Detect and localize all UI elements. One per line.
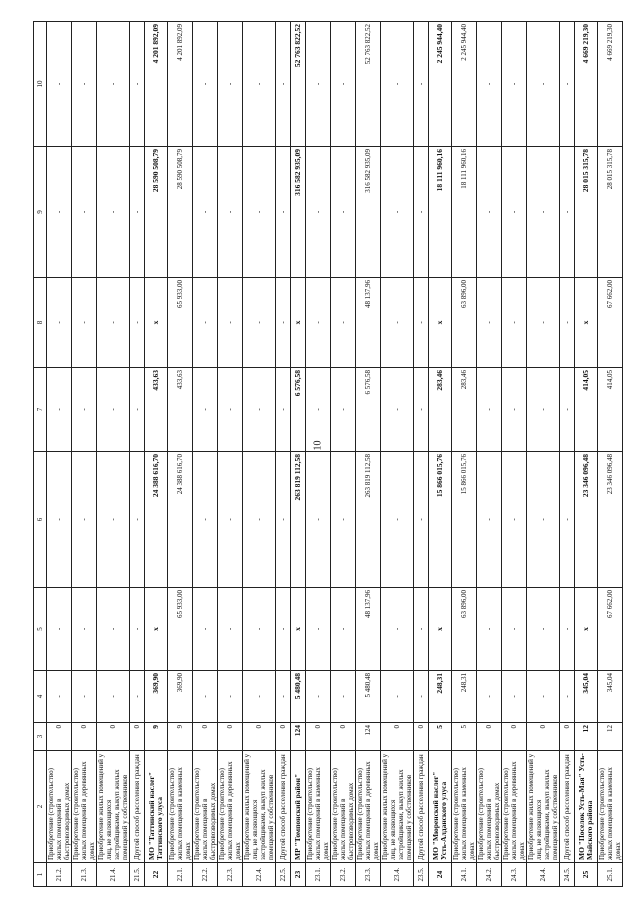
- table-body: [34, 22, 623, 887]
- row-number-cell: 22: [145, 863, 168, 887]
- table-row: [381, 22, 414, 887]
- price-per-sqm-new-cell: x: [145, 278, 168, 368]
- cost-cell: -: [527, 452, 560, 588]
- row-number-cell: 25: [575, 863, 598, 887]
- column-number: 4: [34, 671, 47, 723]
- cost-new-cell: -: [276, 147, 291, 278]
- area-cell: -: [560, 671, 575, 723]
- row-name-cell: Приобретение (строительство) жилых помещений в деревянных домах: [72, 751, 97, 863]
- price-per-sqm-cell: -: [414, 588, 429, 671]
- cost-difference-cell: 2 245 944,40: [429, 22, 452, 147]
- cost-difference-cell: -: [130, 22, 145, 147]
- apartments-count-cell: 0: [47, 723, 72, 751]
- price-per-sqm-new-cell: 63 896,00: [452, 278, 477, 368]
- cost-difference-cell: -: [243, 22, 276, 147]
- area-new-cell: -: [193, 368, 218, 452]
- area-new-cell: -: [130, 368, 145, 452]
- price-per-sqm-new-cell: -: [276, 278, 291, 368]
- price-per-sqm-cell: -: [243, 588, 276, 671]
- cost-cell: -: [243, 452, 276, 588]
- price-per-sqm-new-cell: -: [72, 278, 97, 368]
- area-cell: 369,90: [145, 671, 168, 723]
- apartments-count-cell: 124: [356, 723, 381, 751]
- rotated-table-area: [33, 22, 622, 887]
- cost-difference-cell: -: [47, 22, 72, 147]
- price-per-sqm-new-cell: -: [527, 278, 560, 368]
- price-per-sqm-cell: -: [306, 588, 331, 671]
- price-per-sqm-cell: 63 896,00: [452, 588, 477, 671]
- apartments-count-cell: 0: [243, 723, 276, 751]
- cost-difference-cell: -: [218, 22, 243, 147]
- row-number-cell: 23.3.: [356, 863, 381, 887]
- row-name-cell: МО "Таттинский наслег" Таттинского улуса: [145, 751, 168, 863]
- price-per-sqm-new-cell: -: [331, 278, 356, 368]
- area-new-cell: 414,05: [575, 368, 598, 452]
- price-per-sqm-new-cell: -: [97, 278, 130, 368]
- area-new-cell: -: [276, 368, 291, 452]
- cost-cell: 263 819 112,58: [291, 452, 306, 588]
- cost-new-cell: 28 590 508,79: [168, 147, 193, 278]
- price-per-sqm-new-cell: -: [218, 278, 243, 368]
- cost-new-cell: -: [331, 147, 356, 278]
- apartments-count-cell: 0: [527, 723, 560, 751]
- area-new-cell: -: [47, 368, 72, 452]
- table-row: [306, 22, 331, 887]
- table-row: [477, 22, 502, 887]
- price-per-sqm-cell: -: [193, 588, 218, 671]
- cost-new-cell: 18 111 960,16: [452, 147, 477, 278]
- row-number-cell: 22.3.: [218, 863, 243, 887]
- price-per-sqm-new-cell: -: [477, 278, 502, 368]
- apartments-count-cell: 0: [97, 723, 130, 751]
- cost-new-cell: 28 015 315,78: [598, 147, 623, 278]
- row-number-cell: 23.1.: [306, 863, 331, 887]
- area-new-cell: 433,63: [145, 368, 168, 452]
- price-per-sqm-cell: x: [291, 588, 306, 671]
- area-new-cell: 6 576,58: [291, 368, 306, 452]
- apartments-count-cell: 0: [502, 723, 527, 751]
- column-number: 9: [34, 147, 47, 278]
- cost-new-cell: -: [502, 147, 527, 278]
- cost-difference-cell: -: [97, 22, 130, 147]
- cost-cell: -: [193, 452, 218, 588]
- table-row: [502, 22, 527, 887]
- cost-cell: 24 388 616,70: [168, 452, 193, 588]
- municipality-row: [145, 22, 168, 887]
- row-name-cell: МР "Томпонский район": [291, 751, 306, 863]
- table-row: [452, 22, 477, 887]
- price-per-sqm-new-cell: -: [560, 278, 575, 368]
- cost-difference-cell: -: [502, 22, 527, 147]
- municipality-row: [429, 22, 452, 887]
- row-number-cell: 21.3.: [72, 863, 97, 887]
- row-number-cell: 24: [429, 863, 452, 887]
- table-row: [72, 22, 97, 887]
- area-new-cell: -: [218, 368, 243, 452]
- row-name-cell: МО "Мюренский наслег" Усть-Алданского улуса: [429, 751, 452, 863]
- table-row: [218, 22, 243, 887]
- row-name-cell: Приобретение (строительство) жилых помещений в быстровозводимых домах: [47, 751, 72, 863]
- apartments-count-cell: 124: [291, 723, 306, 751]
- cost-cell: 263 819 112,58: [356, 452, 381, 588]
- price-per-sqm-cell: -: [331, 588, 356, 671]
- row-name-cell: Приобретение (строительство) жилых помещений в каменных домах: [452, 751, 477, 863]
- row-name-cell: Приобретение жилых помещений у лиц, не являющихся застройщиками, выкуп жилых помещений у собственников: [527, 751, 560, 863]
- row-number-cell: 24.3.: [502, 863, 527, 887]
- cost-difference-cell: 4 201 892,09: [145, 22, 168, 147]
- cost-difference-cell: -: [193, 22, 218, 147]
- price-per-sqm-new-cell: -: [381, 278, 414, 368]
- area-new-cell: -: [414, 368, 429, 452]
- table-row: [414, 22, 429, 887]
- area-new-cell: -: [527, 368, 560, 452]
- apartments-count-cell: 5: [429, 723, 452, 751]
- table-row: [527, 22, 560, 887]
- cost-new-cell: -: [218, 147, 243, 278]
- price-per-sqm-cell: 65 933,00: [168, 588, 193, 671]
- row-number-cell: 21.5.: [130, 863, 145, 887]
- price-per-sqm-new-cell: -: [306, 278, 331, 368]
- cost-difference-cell: -: [276, 22, 291, 147]
- area-cell: -: [527, 671, 560, 723]
- cost-cell: -: [560, 452, 575, 588]
- cost-new-cell: -: [381, 147, 414, 278]
- area-cell: -: [502, 671, 527, 723]
- cost-cell: -: [97, 452, 130, 588]
- area-cell: 5 480,48: [291, 671, 306, 723]
- column-number-row: [34, 22, 47, 887]
- table-row: [356, 22, 381, 887]
- row-number-cell: 22.5.: [276, 863, 291, 887]
- apartments-count-cell: 12: [575, 723, 598, 751]
- cost-new-cell: -: [97, 147, 130, 278]
- cost-new-cell: -: [306, 147, 331, 278]
- cost-cell: 23 346 096,48: [575, 452, 598, 588]
- row-name-cell: Приобретение (строительство) жилых помещений в деревянных домах: [356, 751, 381, 863]
- cost-cell: 15 866 015,76: [429, 452, 452, 588]
- area-cell: -: [243, 671, 276, 723]
- area-new-cell: -: [331, 368, 356, 452]
- price-per-sqm-cell: -: [276, 588, 291, 671]
- area-cell: -: [97, 671, 130, 723]
- page-number: 10: [312, 440, 324, 451]
- table-row: [193, 22, 218, 887]
- row-name-cell: Приобретение жилых помещений у лиц, не являющихся застройщиками, выкуп жилых помещений у собственников: [97, 751, 130, 863]
- price-per-sqm-new-cell: -: [502, 278, 527, 368]
- price-per-sqm-cell: -: [72, 588, 97, 671]
- cost-difference-cell: 52 763 822,52: [291, 22, 306, 147]
- row-number-cell: 24.1.: [452, 863, 477, 887]
- row-number-cell: 25.1.: [598, 863, 623, 887]
- cost-cell: -: [130, 452, 145, 588]
- area-new-cell: -: [560, 368, 575, 452]
- price-per-sqm-cell: -: [477, 588, 502, 671]
- apartments-count-cell: 0: [193, 723, 218, 751]
- table-row: [47, 22, 72, 887]
- area-cell: -: [47, 671, 72, 723]
- area-new-cell: 6 576,58: [356, 368, 381, 452]
- price-per-sqm-cell: -: [560, 588, 575, 671]
- row-name-cell: Приобретение жилых помещений у лиц, не являющихся застройщиками, выкуп жилых помещений у собственников: [243, 751, 276, 863]
- column-number: 6: [34, 452, 47, 588]
- area-new-cell: -: [72, 368, 97, 452]
- area-cell: -: [276, 671, 291, 723]
- area-cell: -: [477, 671, 502, 723]
- row-name-cell: Другой способ расселения граждан: [276, 751, 291, 863]
- table-row: [97, 22, 130, 887]
- column-number: 8: [34, 278, 47, 368]
- apartments-count-cell: 0: [72, 723, 97, 751]
- area-cell: 248,31: [452, 671, 477, 723]
- apartments-count-cell: 0: [276, 723, 291, 751]
- area-new-cell: 283,46: [429, 368, 452, 452]
- row-number-cell: 21.2.: [47, 863, 72, 887]
- apartments-count-cell: 0: [331, 723, 356, 751]
- apartments-count-cell: 0: [414, 723, 429, 751]
- cost-new-cell: -: [527, 147, 560, 278]
- price-per-sqm-new-cell: -: [193, 278, 218, 368]
- row-number-cell: 22.4.: [243, 863, 276, 887]
- price-per-sqm-cell: -: [527, 588, 560, 671]
- row-number-cell: 23.2.: [331, 863, 356, 887]
- column-number: 10: [34, 22, 47, 147]
- table-row: [243, 22, 276, 887]
- cost-new-cell: 316 582 935,09: [291, 147, 306, 278]
- table-row: [598, 22, 623, 887]
- table-row: [168, 22, 193, 887]
- area-cell: -: [193, 671, 218, 723]
- relocation-table: [33, 21, 623, 887]
- cost-difference-cell: 4 669 219,30: [598, 22, 623, 147]
- column-number: 1: [34, 863, 47, 887]
- row-name-cell: Приобретение жилых помещений у лиц, не являющихся застройщиками, выкуп жилых помещений у собственников: [381, 751, 414, 863]
- price-per-sqm-cell: -: [381, 588, 414, 671]
- cost-new-cell: -: [130, 147, 145, 278]
- row-name-cell: Приобретение (строительство) жилых помещений в деревянных домах: [218, 751, 243, 863]
- table-row: [130, 22, 145, 887]
- row-name-cell: Другой способ расселения граждан: [414, 751, 429, 863]
- area-new-cell: -: [243, 368, 276, 452]
- price-per-sqm-new-cell: -: [243, 278, 276, 368]
- price-per-sqm-new-cell: x: [575, 278, 598, 368]
- cost-difference-cell: -: [527, 22, 560, 147]
- table-row: [331, 22, 356, 887]
- cost-difference-cell: -: [414, 22, 429, 147]
- cost-new-cell: 316 582 935,09: [356, 147, 381, 278]
- price-per-sqm-cell: 67 662,00: [598, 588, 623, 671]
- area-cell: 5 480,48: [356, 671, 381, 723]
- area-cell: 248,31: [429, 671, 452, 723]
- row-name-cell: Приобретение (строительство) жилых помещений в быстровозводимых домах: [477, 751, 502, 863]
- area-new-cell: 414,05: [598, 368, 623, 452]
- cost-new-cell: -: [414, 147, 429, 278]
- municipality-row: [575, 22, 598, 887]
- cost-new-cell: -: [72, 147, 97, 278]
- row-name-cell: Приобретение (строительство) жилых помещений в каменных домах: [598, 751, 623, 863]
- row-name-cell: Другой способ расселения граждан: [560, 751, 575, 863]
- area-new-cell: -: [381, 368, 414, 452]
- area-cell: -: [130, 671, 145, 723]
- cost-cell: -: [72, 452, 97, 588]
- area-cell: -: [72, 671, 97, 723]
- price-per-sqm-new-cell: x: [429, 278, 452, 368]
- price-per-sqm-cell: 48 137,96: [356, 588, 381, 671]
- apartments-count-cell: 9: [168, 723, 193, 751]
- apartments-count-cell: 12: [598, 723, 623, 751]
- area-cell: 369,90: [168, 671, 193, 723]
- cost-cell: -: [381, 452, 414, 588]
- cost-cell: -: [306, 452, 331, 588]
- cost-difference-cell: 2 245 944,40: [452, 22, 477, 147]
- cost-difference-cell: 52 763 822,52: [356, 22, 381, 147]
- municipality-row: [291, 22, 306, 887]
- cost-cell: -: [276, 452, 291, 588]
- cost-difference-cell: -: [72, 22, 97, 147]
- apartments-count-cell: 0: [477, 723, 502, 751]
- price-per-sqm-cell: -: [97, 588, 130, 671]
- price-per-sqm-new-cell: 67 662,00: [598, 278, 623, 368]
- row-number-cell: 23.4.: [381, 863, 414, 887]
- apartments-count-cell: 0: [130, 723, 145, 751]
- cost-new-cell: -: [193, 147, 218, 278]
- row-number-cell: 24.4.: [527, 863, 560, 887]
- cost-cell: -: [477, 452, 502, 588]
- price-per-sqm-cell: -: [218, 588, 243, 671]
- area-cell: 345,04: [575, 671, 598, 723]
- cost-cell: 23 346 096,48: [598, 452, 623, 588]
- price-per-sqm-new-cell: x: [291, 278, 306, 368]
- cost-new-cell: -: [477, 147, 502, 278]
- row-name-cell: Приобретение (строительство) жилых помещений в каменных домах: [306, 751, 331, 863]
- apartments-count-cell: 0: [560, 723, 575, 751]
- apartments-count-cell: 0: [306, 723, 331, 751]
- row-name-cell: МО "Поселок Усть-Мая" Усть-Майского района: [575, 751, 598, 863]
- price-per-sqm-cell: x: [145, 588, 168, 671]
- row-number-cell: 24.2.: [477, 863, 502, 887]
- price-per-sqm-cell: -: [502, 588, 527, 671]
- area-new-cell: -: [502, 368, 527, 452]
- row-name-cell: Приобретение (строительство) жилых помещений в каменных домах: [168, 751, 193, 863]
- area-cell: -: [218, 671, 243, 723]
- table-row: [276, 22, 291, 887]
- table-row: [560, 22, 575, 887]
- price-per-sqm-cell: x: [575, 588, 598, 671]
- apartments-count-cell: 0: [381, 723, 414, 751]
- area-cell: 345,04: [598, 671, 623, 723]
- area-new-cell: -: [97, 368, 130, 452]
- area-cell: -: [331, 671, 356, 723]
- area-new-cell: -: [477, 368, 502, 452]
- row-name-cell: Приобретение (строительство) жилых помещений в деревянных домах: [502, 751, 527, 863]
- price-per-sqm-new-cell: -: [414, 278, 429, 368]
- cost-cell: -: [414, 452, 429, 588]
- cost-new-cell: -: [560, 147, 575, 278]
- row-number-cell: 22.1.: [168, 863, 193, 887]
- area-cell: -: [306, 671, 331, 723]
- price-per-sqm-new-cell: -: [47, 278, 72, 368]
- area-cell: -: [381, 671, 414, 723]
- area-cell: -: [414, 671, 429, 723]
- apartments-count-cell: 5: [452, 723, 477, 751]
- row-number-cell: 23: [291, 863, 306, 887]
- area-new-cell: 433,63: [168, 368, 193, 452]
- price-per-sqm-new-cell: -: [130, 278, 145, 368]
- area-new-cell: 283,46: [452, 368, 477, 452]
- cost-difference-cell: -: [477, 22, 502, 147]
- area-new-cell: -: [306, 368, 331, 452]
- row-number-cell: 23.5.: [414, 863, 429, 887]
- cost-cell: -: [218, 452, 243, 588]
- price-per-sqm-cell: -: [47, 588, 72, 671]
- rotated-table-canvas: [33, 22, 622, 887]
- column-number: 5: [34, 588, 47, 671]
- cost-difference-cell: 4 669 219,30: [575, 22, 598, 147]
- cost-cell: -: [502, 452, 527, 588]
- column-number: 3: [34, 723, 47, 751]
- cost-difference-cell: -: [381, 22, 414, 147]
- column-number: 7: [34, 368, 47, 452]
- cost-new-cell: 18 111 960,16: [429, 147, 452, 278]
- row-name-cell: Другой способ расселения граждан: [130, 751, 145, 863]
- cost-cell: -: [47, 452, 72, 588]
- row-number-cell: 24.5.: [560, 863, 575, 887]
- cost-difference-cell: -: [331, 22, 356, 147]
- apartments-count-cell: 9: [145, 723, 168, 751]
- row-number-cell: 22.2.: [193, 863, 218, 887]
- column-number: 2: [34, 751, 47, 863]
- cost-new-cell: 28 590 508,79: [145, 147, 168, 278]
- cost-cell: 24 388 616,70: [145, 452, 168, 588]
- price-per-sqm-cell: -: [130, 588, 145, 671]
- cost-difference-cell: -: [560, 22, 575, 147]
- cost-cell: 15 866 015,76: [452, 452, 477, 588]
- apartments-count-cell: 0: [218, 723, 243, 751]
- row-number-cell: 21.4.: [97, 863, 130, 887]
- price-per-sqm-cell: x: [429, 588, 452, 671]
- cost-new-cell: 28 015 315,78: [575, 147, 598, 278]
- price-per-sqm-new-cell: 48 137,96: [356, 278, 381, 368]
- row-name-cell: Приобретение (строительство) жилых помещений в быстровозводимых домах: [193, 751, 218, 863]
- cost-new-cell: -: [47, 147, 72, 278]
- cost-cell: -: [331, 452, 356, 588]
- cost-new-cell: -: [243, 147, 276, 278]
- cost-difference-cell: 4 201 892,09: [168, 22, 193, 147]
- cost-difference-cell: -: [306, 22, 331, 147]
- row-name-cell: Приобретение (строительство) жилых помещений в быстровозводимых домах: [331, 751, 356, 863]
- price-per-sqm-new-cell: 65 933,00: [168, 278, 193, 368]
